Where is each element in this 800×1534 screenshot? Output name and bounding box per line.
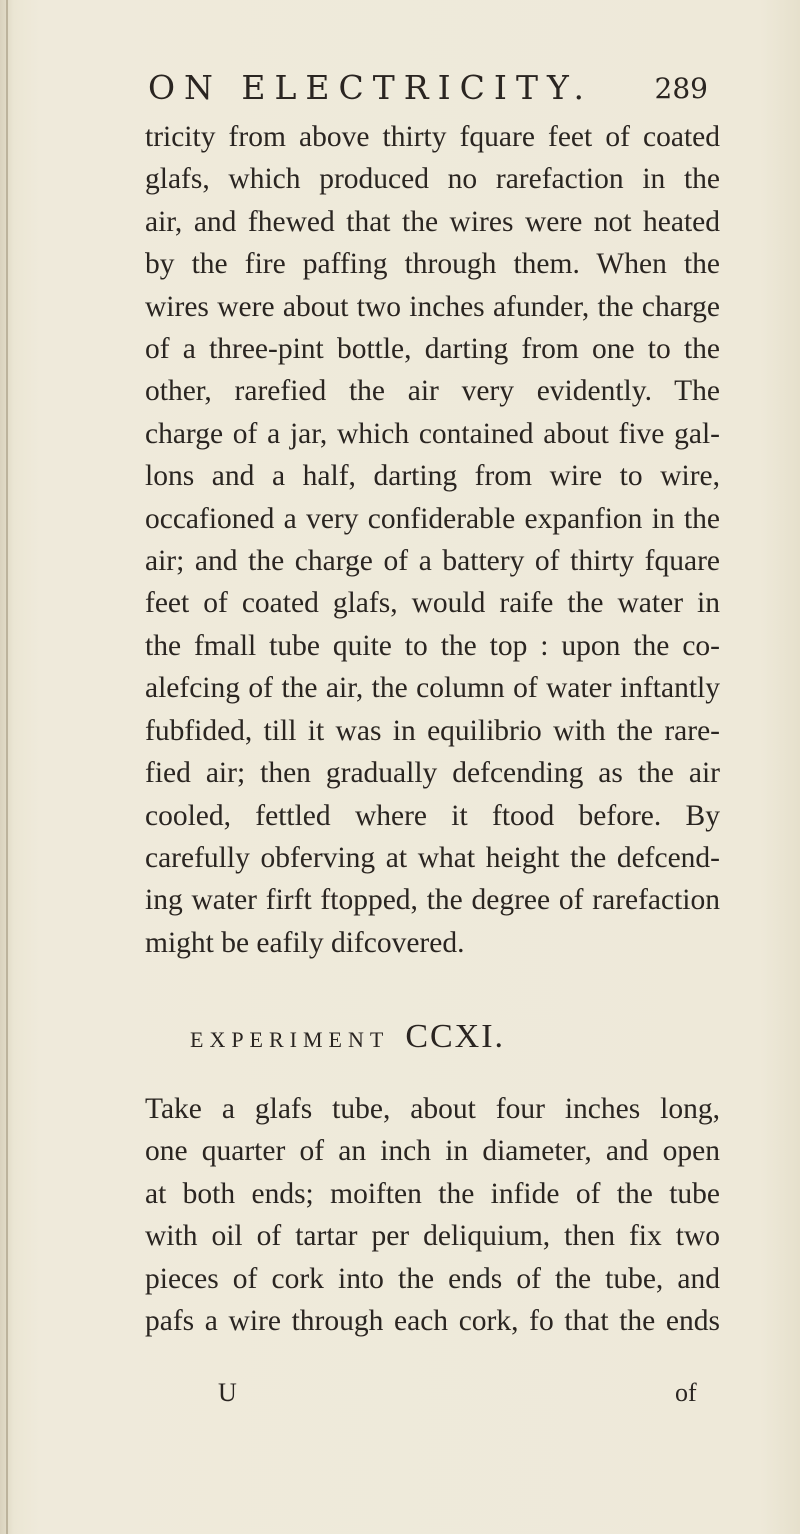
text-line: tricity from above thirty fquare feet of coated	[145, 121, 720, 153]
signature-mark: U	[218, 1378, 237, 1407]
text-line: fied air; then gradually defcending as the air	[145, 757, 720, 790]
text-line: of a three-pint bottle, darting from one to the	[145, 333, 720, 366]
experiment-paragraph	[145, 1088, 720, 1342]
experiment-heading	[190, 1018, 505, 1056]
text-line: with oil of tartar per deliquium, then fix two	[145, 1220, 720, 1253]
text-line: wires were about two inches afunder, the charge	[145, 290, 720, 323]
text-line: pieces of cork into the ends of the tube, and	[145, 1262, 720, 1295]
text-line: Take a glafs tube, about four inches long,	[145, 1093, 720, 1125]
text-line: ing water firft ftopped, the degree of rarefaction	[145, 884, 720, 917]
text-line: pafs a wire through each cork, fo that the ends	[145, 1305, 720, 1338]
experiment-label: EXPERIMENT	[190, 1027, 390, 1052]
text-line: other, rarefied the air very evidently. The	[145, 375, 720, 408]
text-line: lons and a half, darting from wire to wire,	[145, 460, 720, 493]
text-line: the fmall tube quite to the top : upon the co-	[145, 629, 720, 662]
catchword: of	[675, 1378, 697, 1407]
text-line: at both ends; moiften the infide of the tube	[145, 1177, 720, 1210]
page-number: 289	[654, 72, 708, 105]
text-line: charge of a jar, which contained about five gal-	[145, 417, 720, 450]
text-line: occafioned a very confiderable expanfion in the	[145, 502, 720, 535]
text-line: alefcing of the air, the column of water inftantly	[145, 672, 720, 705]
text-line: might be eafily difcovered.	[145, 926, 465, 959]
text-line: air; and the charge of a battery of thirty fquare	[145, 545, 720, 578]
text-line: glafs, which produced no rarefaction in the	[145, 163, 720, 196]
text-line: carefully obferving at what height the defcend-	[145, 841, 720, 874]
text-line: feet of coated glafs, would raife the water in	[145, 587, 720, 620]
text-line: one quarter of an inch in diameter, and open	[145, 1135, 720, 1168]
running-header	[148, 68, 708, 118]
text-line: by the fire paffing through them. When the	[145, 248, 720, 281]
text-line: fubfided, till it was in equilibrio with the rare-	[145, 714, 720, 747]
experiment-number: CCXI.	[405, 1018, 506, 1055]
paragraph-continued	[145, 116, 720, 964]
running-title: ON ELECTRICITY.	[148, 68, 593, 107]
text-line: cooled, fettled where it ftood before. By	[145, 799, 720, 832]
binding-gutter	[6, 0, 8, 1534]
text-line: air, and fhewed that the wires were not heated	[145, 205, 720, 238]
